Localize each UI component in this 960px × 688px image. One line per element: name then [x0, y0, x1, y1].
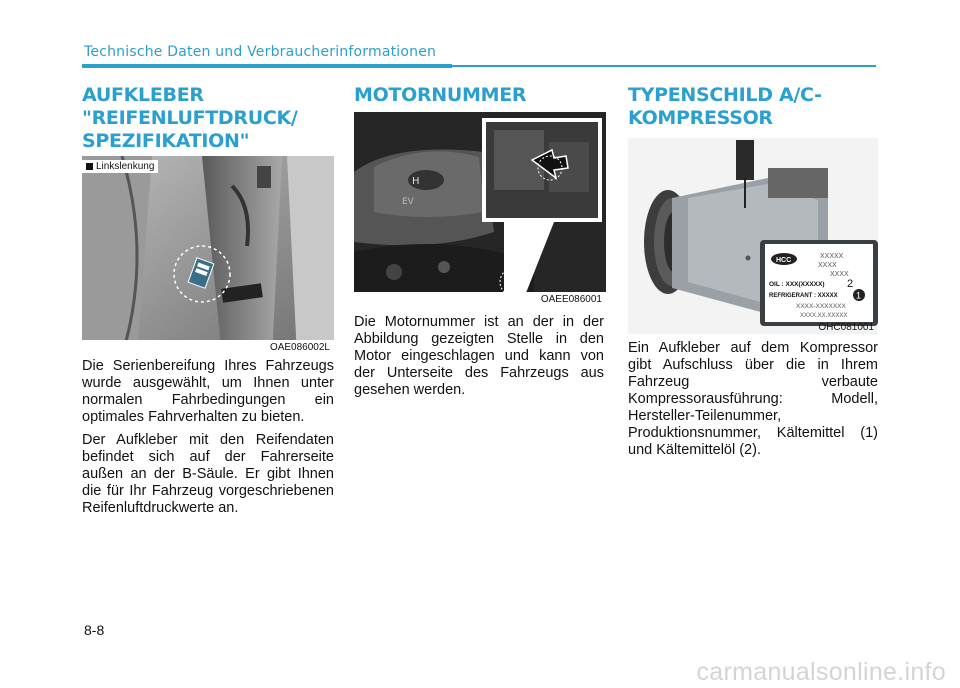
label-line-refrigerant: REFRIGERANT : XXXXX	[769, 293, 838, 299]
label-line: XXXX	[818, 262, 837, 269]
label-brand: HCC	[776, 257, 792, 264]
figure-caption: OAE086002L	[269, 342, 330, 353]
label-line: XXXX-XXXXXXX	[796, 303, 846, 310]
running-header: Technische Daten und Verbraucherinformationen	[84, 44, 437, 60]
callout-1: 1	[856, 290, 862, 301]
section-engine-number	[354, 84, 606, 107]
engine-illustration	[354, 112, 606, 308]
section-compressor	[628, 84, 880, 130]
ev-badge: EV	[402, 197, 414, 207]
square-bullet-icon	[86, 163, 93, 170]
header-rule	[82, 64, 452, 68]
section-body	[82, 358, 334, 523]
b-pillar-illustration	[82, 156, 334, 356]
section-heading: TYPENSCHILD A/C- KOMPRESSOR	[628, 84, 822, 129]
label-line: XXXXX	[820, 253, 844, 260]
hyundai-logo: H	[412, 176, 420, 187]
section-tire-label	[82, 84, 334, 153]
paragraph: Die Motornummer ist an der in der Abbildung gezeigten Stelle in den Motor eingeschlagen und kann von der Unterseite des Fahrzeugs aus gesehen werden.	[354, 314, 604, 398]
callout-2: 2	[847, 278, 854, 290]
compressor-illustration	[628, 138, 878, 334]
figure-compressor	[628, 138, 878, 334]
label-line: XXXX	[830, 271, 849, 278]
watermark: carmanualsonline.info	[696, 658, 946, 686]
label-line: XXXX.XX.XXXXX	[800, 313, 848, 319]
paragraph: Der Aufkleber mit den Reifendaten befindet sich auf der Fahrerseite außen an der B-Säule. Er gibt Ihnen die für Ihr Fahrzeug vorgeschriebenen Reifenluftdruckwerte an.	[82, 432, 334, 516]
figure-caption: OAEE086001	[540, 294, 602, 305]
header-rule-thin	[452, 65, 876, 67]
steering-note	[82, 160, 158, 173]
figure-b-pillar	[82, 156, 334, 356]
paragraph: Ein Aufkleber auf dem Kompressor gibt Aufschluss über die in Ihrem Fahrzeug verbaute Kompressorausführung: Modell, Hersteller-Teilenummer, Produktionsnummer, Kältemittel (1) und Kältemittelöl (2).	[628, 340, 878, 458]
section-heading: AUFKLEBER "REIFENLUFTDRUCK/ SPEZIFIKATION"	[82, 84, 298, 152]
paragraph: Die Serienbereifung Ihres Fahrzeugs wurde ausgewählt, um Ihnen unter normalen Fahrbedingungen ein optimales Fahrverhalten zu bieten.	[82, 358, 334, 425]
figure-engine	[354, 112, 606, 308]
label-line-oil: OIL : XXX(XXXXX)	[769, 281, 825, 288]
page-number: 8-8	[84, 622, 105, 638]
note-text: Linkslenkung	[96, 161, 155, 172]
section-body	[354, 314, 604, 405]
section-body	[628, 340, 878, 465]
section-heading: MOTORNUMMER	[354, 84, 527, 106]
figure-caption: OHC081001	[818, 322, 874, 333]
